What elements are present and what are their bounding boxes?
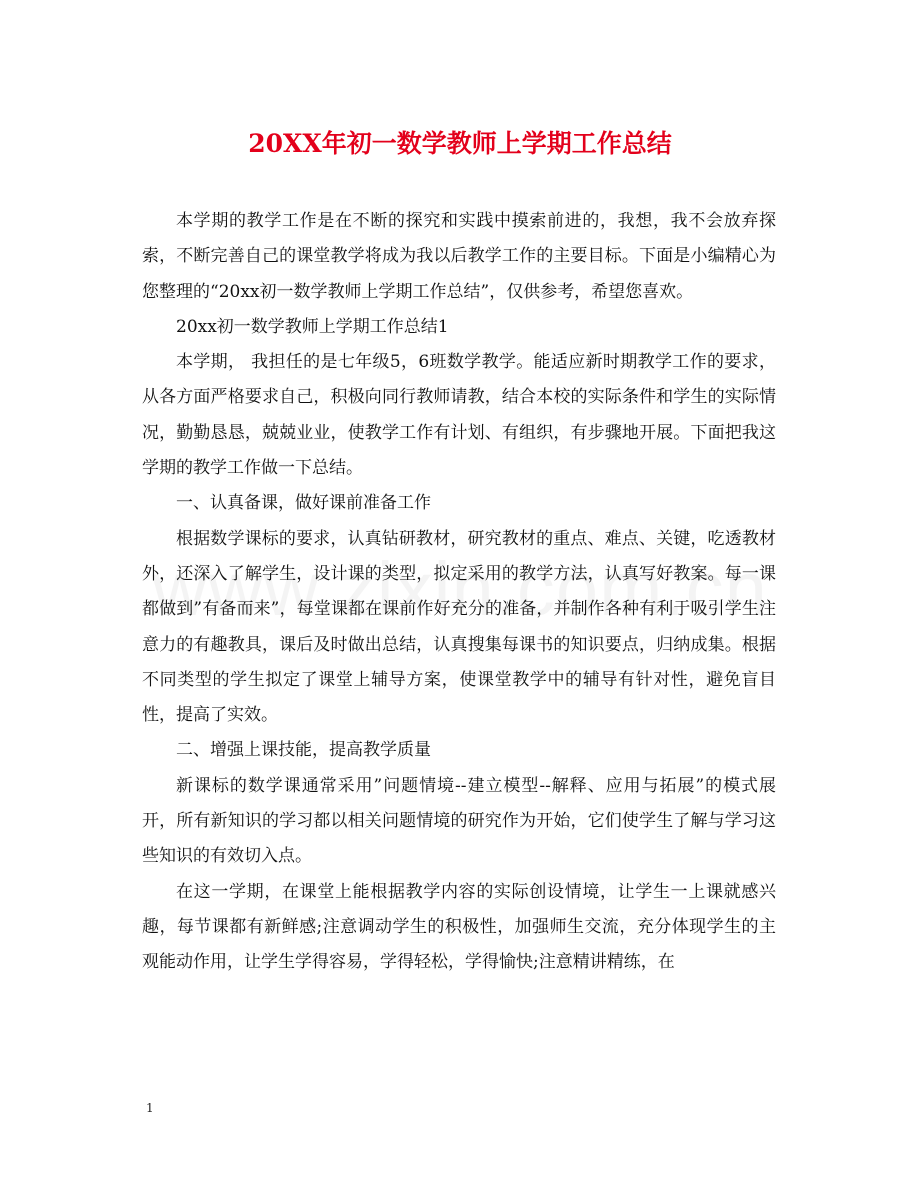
page-number: 1 — [146, 1101, 154, 1115]
section-heading-1: 一、认真备课，做好课前准备工作 — [176, 493, 431, 514]
document-body — [142, 204, 776, 981]
paragraph-intro: 本学期的教学工作是在不断的探究和实践中摸索前进的，我想，我不会放弃探索，不断完善自己的课堂教学将成为我以后教学工作的主要目标。下面是小编精心为您整理的“20xx初一数学教师上学期工作总结”，仅供参考，希望您喜欢。 — [142, 211, 776, 302]
paragraph-new-curriculum: 新课标的数学课通常采用”问题情境--建立模型--解释、应用与拓展”的模式展开，所有新知识的学习都以相关问题情境的研究作为开始，它们使学生了解与学习这些知识的有效切入点。 — [142, 775, 776, 867]
paragraph-this-semester: 在这一学期，在课堂上能根据教学内容的实际创设情境，让学生一上课就感兴趣，每节课都有新鲜感;注意调动学生的积极性，加强师生交流，充分体现学生的主观能动作用，让学生学得容易，学得轻松，学得愉快;注意精讲精练，在 — [142, 881, 776, 973]
section-heading-2: 二、增强上课技能，提高教学质量 — [176, 740, 431, 761]
paragraph-lesson-prep: 根据数学课标的要求，认真钻研教材，研究教材的重点、难点、关键，吃透教材外，还深入了解学生，设计课的类型，拟定采用的教学方法，认真写好教案。每一课都做到”有备而来”，每堂课都在课前作好充分的准备，并制作各种有利于吸引学生注意力的有趣教具，课后及时做出总结，认真搜集每课书的知识要点，归纳成集。根据不同类型的学生拟定了课堂上辅导方案，使课堂教学中的辅导有针对性，避免盲目性，提高了实效。 — [142, 528, 776, 726]
paragraph-subtitle: 20xx初一数学教师上学期工作总结1 — [176, 316, 449, 337]
paragraph-overview: 本学期， 我担任的是七年级5，6班数学教学。能适应新时期教学工作的要求，从各方面严格要求自己，积极向同行教师请教，结合本校的实际条件和学生的实际情况，勤勤恳恳，兢兢业业，使教学工作有计划、有组织，有步骤地开展。下面把我这学期的教学工作做一下总结。 — [142, 352, 776, 479]
document-title: 20XX年初一数学教师上学期工作总结 — [248, 129, 672, 158]
